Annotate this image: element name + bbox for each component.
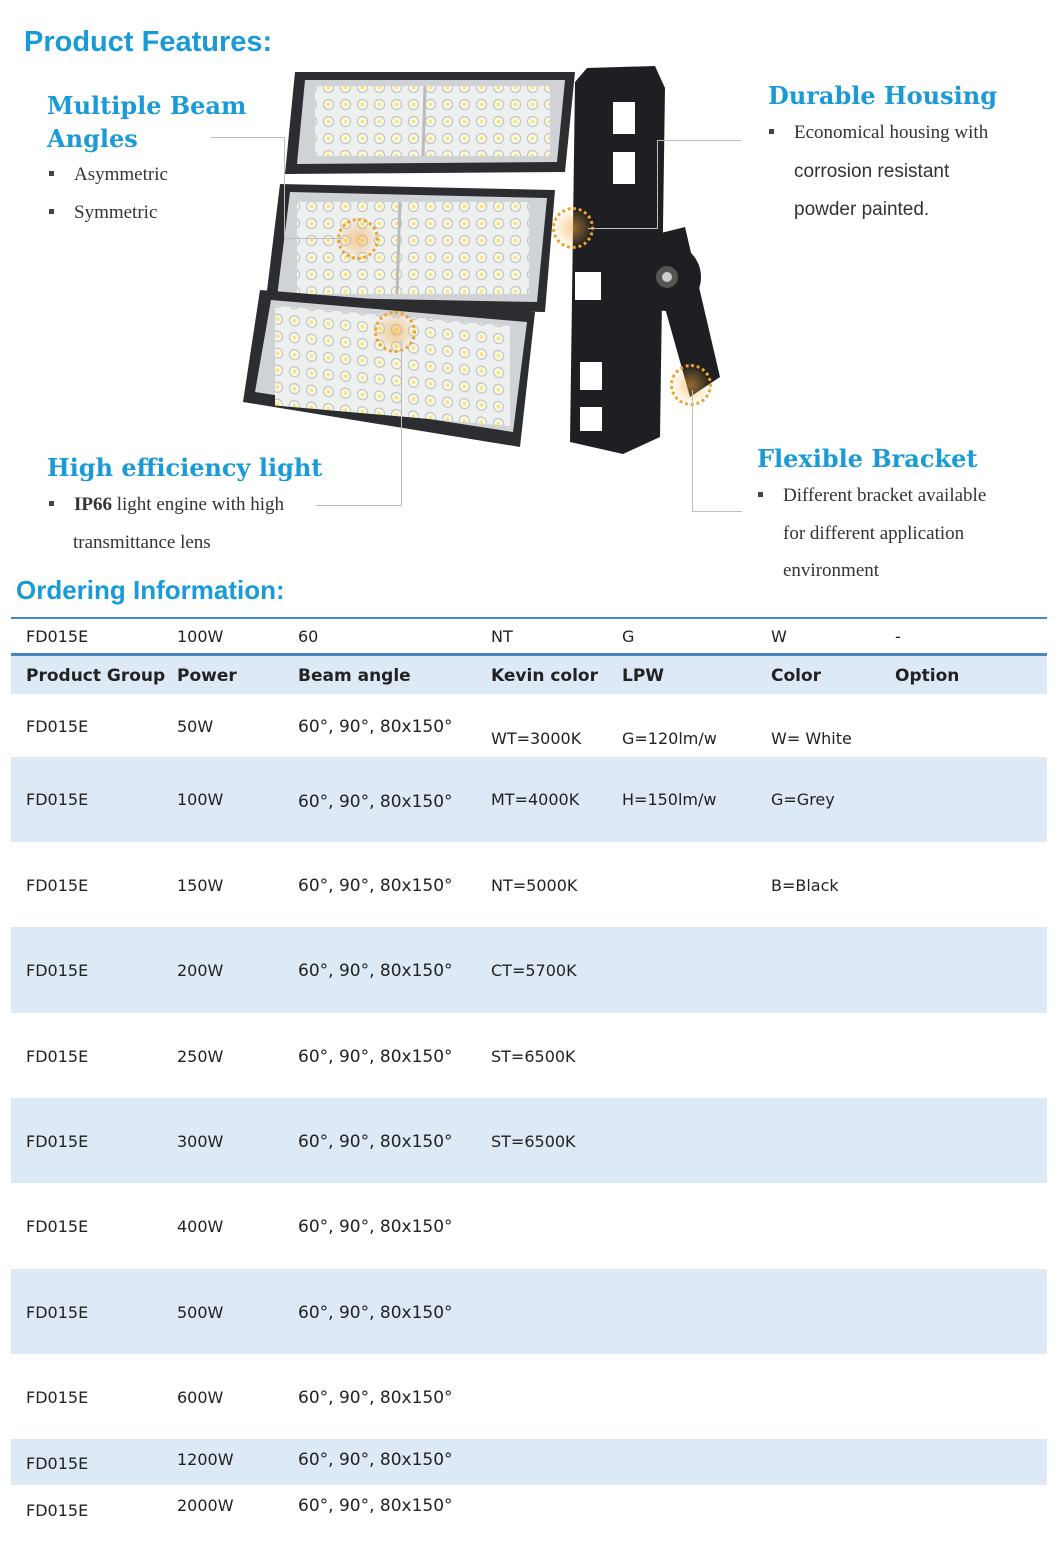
features-title: Product Features: — [24, 26, 273, 58]
efficiency-line-1: IP66 light engine with high — [49, 494, 284, 516]
cell-beam-angle: 60°, 90°, 80x150° — [298, 1217, 453, 1237]
cell-lpw: H=150lm/w — [622, 790, 717, 809]
table-row — [11, 1269, 1047, 1354]
cell-beam-angle: 60°, 90°, 80x150° — [298, 1132, 453, 1152]
efficiency-leader-line-v — [401, 340, 402, 506]
housing-line-2: corrosion resistant — [794, 161, 950, 182]
housing-leader-line-v — [657, 140, 658, 228]
cell-product-group: FD015E — [26, 876, 89, 895]
table-row — [11, 1013, 1047, 1098]
cell-beam-angle: 60°, 90°, 80x150° — [298, 1303, 453, 1323]
cell-power: 250W — [177, 1047, 224, 1066]
table-row — [11, 842, 1047, 927]
bullet-icon — [758, 492, 763, 497]
housing-leader-line — [657, 140, 742, 141]
housing-title: Durable Housing — [768, 81, 997, 110]
cell-kevin-color: MT=4000K — [491, 790, 580, 809]
table-header-row — [11, 656, 1047, 694]
cell-product-group: FD015E — [26, 1454, 89, 1473]
beam-highlight-icon — [337, 218, 379, 260]
cell-product-group: FD015E — [26, 961, 89, 980]
cell-power: 500W — [177, 1303, 224, 1322]
housing-leader-line-h — [588, 228, 658, 229]
cell-beam-angle: 60°, 90°, 80x150° — [298, 1496, 453, 1516]
cell-color: B=Black — [771, 876, 839, 895]
cell-kevin-color: CT=5700K — [491, 961, 577, 980]
efficiency-leader-line — [316, 505, 402, 506]
cell-power: 100W — [177, 790, 224, 809]
cell-color: G=Grey — [771, 790, 835, 809]
bullet-icon — [49, 501, 54, 506]
cell-beam-angle: 60°, 90°, 80x150° — [298, 876, 453, 896]
beam-leader-line-v — [284, 137, 285, 239]
header-beam-angle: Beam angle — [298, 666, 411, 686]
cell-product-group: FD015E — [26, 1303, 89, 1322]
efficiency-title: High efficiency light — [47, 453, 323, 482]
cell-product-group: FD015E — [26, 1388, 89, 1407]
beam-title-line1: Multiple Beam — [47, 91, 247, 120]
cell-product-group: FD015E — [26, 717, 89, 736]
cell-power: 1200W — [177, 1450, 234, 1469]
cell-product-group: FD015E — [26, 1132, 89, 1151]
cell-product-group: FD015E — [26, 1501, 89, 1520]
cell-kevin-color: NT=5000K — [491, 876, 578, 895]
order-code-row — [11, 621, 1047, 653]
beam-leader-line — [211, 137, 284, 138]
efficiency-line-2: transmittance lens — [73, 532, 211, 553]
cell-beam-angle: 60°, 90°, 80x150° — [298, 717, 453, 737]
header-color: Color — [771, 666, 822, 686]
code-option: - — [895, 627, 901, 646]
housing-line-1: Economical housing with — [769, 122, 988, 144]
code-beam-angle: 60 — [298, 627, 319, 646]
cell-kevin-color: WT=3000K — [491, 729, 582, 748]
table-row — [11, 697, 1047, 757]
code-color: W — [771, 627, 787, 646]
table-row — [11, 1354, 1047, 1439]
bracket-line-3: environment — [783, 560, 880, 581]
cell-power: 600W — [177, 1388, 224, 1407]
table-row — [11, 1183, 1047, 1269]
bullet-icon — [49, 171, 54, 176]
housing-line-3: powder painted. — [794, 199, 930, 220]
header-option: Option — [895, 666, 960, 686]
bracket-line-2: for different application — [783, 523, 965, 544]
cell-power: 300W — [177, 1132, 224, 1151]
code-power: 100W — [177, 627, 224, 646]
bullet-icon — [769, 129, 774, 134]
code-lpw: G — [622, 627, 635, 646]
cell-beam-angle: 60°, 90°, 80x150° — [298, 1388, 453, 1408]
beam-leader-line-h — [284, 238, 344, 239]
code-kevin-color: NT — [491, 627, 513, 646]
beam-title-line2: Angles — [47, 124, 138, 153]
header-product-group: Product Group — [26, 666, 166, 686]
header-kevin-color: Kevin color — [491, 666, 598, 686]
table-row — [11, 1485, 1047, 1535]
ordering-title: Ordering Information: — [16, 575, 285, 605]
cell-power: 2000W — [177, 1496, 234, 1515]
cell-power: 200W — [177, 961, 224, 980]
cell-lpw: G=120lm/w — [622, 729, 717, 748]
efficiency-highlight-icon — [374, 311, 416, 353]
beam-item-symmetric: Symmetric — [49, 202, 157, 224]
code-product-group: FD015E — [26, 627, 89, 646]
cell-beam-angle: 60°, 90°, 80x150° — [298, 1047, 453, 1067]
header-lpw: LPW — [622, 666, 665, 686]
table-row — [11, 757, 1047, 842]
cell-power: 50W — [177, 717, 214, 736]
beam-item-asymmetric: Asymmetric — [49, 164, 168, 186]
table-row — [11, 927, 1047, 1013]
cell-power: 400W — [177, 1217, 224, 1236]
cell-beam-angle: 60°, 90°, 80x150° — [298, 961, 453, 981]
led-flood-light-icon — [235, 62, 735, 482]
table-top-rule — [11, 617, 1047, 619]
bracket-leader-line-v — [692, 390, 693, 512]
cell-product-group: FD015E — [26, 790, 89, 809]
table-row — [11, 1098, 1047, 1183]
ip66-label: IP66 — [74, 494, 112, 515]
cell-beam-angle: 60°, 90°, 80x150° — [298, 792, 453, 812]
cell-kevin-color: ST=6500K — [491, 1047, 576, 1066]
cell-color: W= White — [771, 729, 852, 748]
cell-product-group: FD015E — [26, 1047, 89, 1066]
cell-product-group: FD015E — [26, 1217, 89, 1236]
bracket-leader-line — [692, 511, 742, 512]
cell-beam-angle: 60°, 90°, 80x150° — [298, 1450, 453, 1470]
bracket-line-1: Different bracket available — [758, 485, 986, 507]
bracket-highlight-icon — [670, 364, 712, 406]
bracket-title: Flexible Bracket — [757, 444, 978, 473]
bullet-icon — [49, 209, 54, 214]
cell-kevin-color: ST=6500K — [491, 1132, 576, 1151]
cell-power: 150W — [177, 876, 224, 895]
header-power: Power — [177, 666, 237, 686]
table-row — [11, 1439, 1047, 1485]
